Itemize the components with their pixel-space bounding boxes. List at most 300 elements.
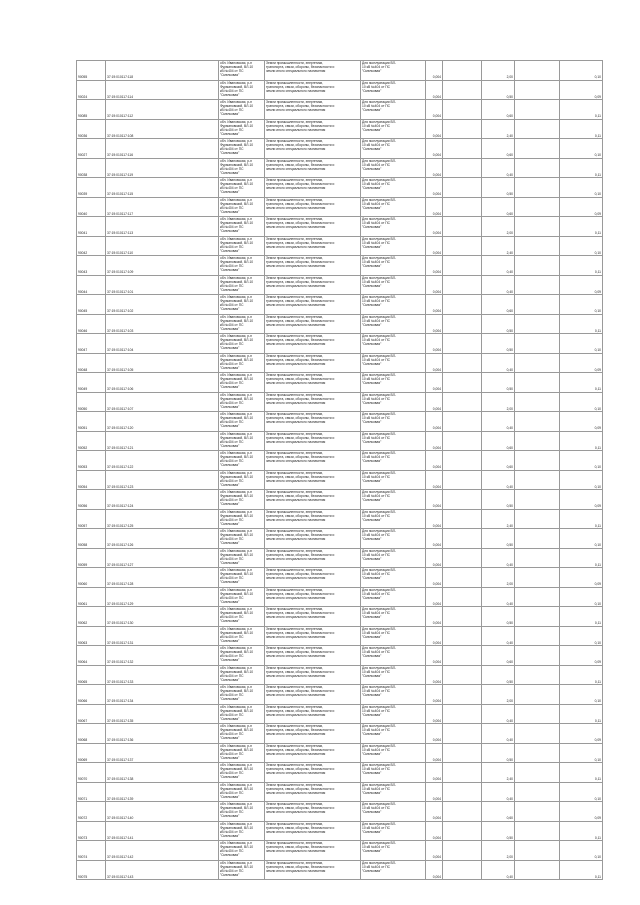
sum-cell: 0,11 [560, 158, 603, 178]
cell-line: транспорта, связи, обороны, безопасности и [266, 669, 335, 674]
sum-cell: 0,10 [560, 61, 603, 81]
empty-cell [443, 782, 482, 802]
table-row [77, 119, 603, 139]
sum-cell: 0,11 [560, 548, 603, 568]
cell-line: обл. Ивановская, р-н [220, 100, 252, 104]
cell-line: "Смелковая" [362, 556, 382, 561]
cell-line: Фурмановский, ВЛ-10 [220, 708, 254, 713]
empty-cell [515, 412, 560, 432]
cell-line: "Смелковая" [362, 225, 382, 230]
table-row [77, 607, 603, 627]
cell-line: транспорта, связи, обороны, безопасности и [266, 338, 335, 343]
table-row [77, 334, 603, 354]
rate-cell: 0,40 [482, 470, 515, 490]
cell-line: 10 кВ №404 от ПС [362, 338, 391, 343]
permitted-use-cell [361, 295, 426, 315]
sum-cell: 0,09 [560, 412, 603, 432]
land-category-cell [265, 646, 361, 666]
empty-cell [443, 802, 482, 822]
cell-line: 10 кВ №404 от ПС [362, 455, 391, 460]
rate-cell: 0,40 [482, 256, 515, 276]
cell-line: "Смелковая" [220, 814, 240, 819]
cell-line: "Смелковая" [362, 381, 382, 386]
sum-cell: 0,10 [560, 685, 603, 705]
area-cell: 0,004 [426, 314, 443, 334]
rate-cell: 0,50 [482, 373, 515, 393]
cadastral-number-cell: 37:19:010117:125 [106, 509, 219, 529]
cell-line: транспорта, связи, обороны, безопасности и [266, 474, 335, 479]
area-cell: 0,004 [426, 451, 443, 471]
cadastral-number-cell: 37:19:010117:103 [106, 314, 219, 334]
cell-line: транспорта, связи, обороны, безопасности и [266, 786, 335, 791]
address-cell [219, 607, 265, 627]
cadastral-number-cell: 37:19:010117:129 [106, 587, 219, 607]
cell-line: Фурмановский, ВЛ-10 [220, 377, 254, 382]
sum-cell: 0,11 [560, 509, 603, 529]
cell-line: 10 кВ №404 от ПС [362, 435, 391, 440]
empty-cell [443, 587, 482, 607]
cell-line: Для эксплуатации ВЛ- [362, 451, 396, 455]
cell-line: транспорта, связи, обороны, безопасности и [266, 708, 335, 713]
land-category-cell [265, 119, 361, 139]
cell-line: Фурмановский, ВЛ-10 [220, 728, 254, 733]
cell-line: Фурмановский, ВЛ-10 [220, 513, 254, 518]
cell-line: "Смелковая" [362, 459, 382, 464]
empty-cell [443, 626, 482, 646]
area-cell: 0,004 [426, 217, 443, 237]
rate-cell: 0,50 [482, 529, 515, 549]
cell-line: Для эксплуатации ВЛ- [362, 80, 396, 85]
cell-line: земли иного специального назначения [266, 537, 326, 542]
record-id-cell: 90072 [77, 802, 106, 822]
cell-line: обл. Ивановская, р-н [220, 743, 252, 748]
cell-line: "Смелковая" [362, 771, 382, 776]
empty-cell [515, 236, 560, 256]
cell-line: Земли промышленности, энергетики, [266, 80, 324, 85]
cell-line: 10 кВ №404 от ПС [362, 786, 391, 791]
cell-line: земли иного специального назначения [266, 186, 326, 191]
sum-cell: 0,10 [560, 782, 603, 802]
empty-cell [443, 841, 482, 861]
area-cell: 0,004 [426, 821, 443, 841]
permitted-use-cell [361, 178, 426, 198]
record-id-cell: 90068 [77, 724, 106, 744]
cell-line: Земли промышленности, энергетики, [266, 412, 324, 416]
cell-line: Для эксплуатации ВЛ- [362, 860, 396, 865]
land-category-cell [265, 197, 361, 217]
permitted-use-cell [361, 607, 426, 627]
cell-line: 10 кВ №404 от ПС [362, 182, 391, 187]
record-id-cell: 90050 [77, 392, 106, 412]
cell-line: "Смелковая" [220, 619, 240, 624]
cell-line: транспорта, связи, обороны, безопасности и [266, 728, 335, 733]
table-row [77, 392, 603, 412]
cell-line: кВ №404 от ПС [220, 693, 244, 698]
table-row [77, 802, 603, 822]
address-cell [219, 158, 265, 178]
permitted-use-cell [361, 275, 426, 295]
rate-cell: 0,50 [482, 490, 515, 510]
empty-cell [515, 80, 560, 100]
cell-line: транспорта, связи, обороны, безопасности и [266, 182, 335, 187]
cell-line: Фурмановский, ВЛ-10 [220, 396, 254, 401]
table-row [77, 373, 603, 393]
rate-cell: 2,00 [482, 841, 515, 861]
cell-line: обл. Ивановская, р-н [220, 607, 252, 611]
sum-cell: 0,11 [560, 314, 603, 334]
sum-cell: 0,10 [560, 529, 603, 549]
sum-cell: 0,10 [560, 392, 603, 412]
table-row [77, 821, 603, 841]
permitted-use-cell [361, 353, 426, 373]
sum-cell: 0,09 [560, 80, 603, 100]
cell-line: кВ №404 от ПС [220, 829, 244, 834]
cell-line: Земли промышленности, энергетики, [266, 568, 324, 572]
cell-line: 10 кВ №404 от ПС [362, 591, 391, 596]
address-cell [219, 353, 265, 373]
record-id-cell: 90064 [77, 646, 106, 666]
cell-line: "Смелковая" [220, 775, 240, 780]
rate-cell: 0,40 [482, 158, 515, 178]
cell-line: обл. Ивановская, р-н [220, 763, 252, 767]
record-id-cell: 90045 [77, 295, 106, 315]
cell-line: "Смелковая" [362, 673, 382, 678]
cell-line: 10 кВ №404 от ПС [362, 221, 391, 226]
record-id-cell: 90036 [77, 119, 106, 139]
cell-line: Земли промышленности, энергетики, [266, 724, 324, 728]
table-row [77, 236, 603, 256]
empty-cell [443, 568, 482, 588]
area-cell: 0,004 [426, 334, 443, 354]
record-id-cell: 90056 [77, 490, 106, 510]
cell-line: Земли промышленности, энергетики, [266, 626, 324, 631]
cell-line: Для эксплуатации ВЛ- [362, 431, 396, 436]
cadastral-number-cell: 37:19:010117:140 [106, 802, 219, 822]
cell-line: 10 кВ №404 от ПС [362, 825, 391, 830]
rate-cell: 0,60 [482, 100, 515, 120]
cell-line: "Смелковая" [362, 166, 382, 171]
permitted-use-cell [361, 782, 426, 802]
permitted-use-cell [361, 119, 426, 139]
record-id-cell: 90043 [77, 256, 106, 276]
address-cell [219, 178, 265, 198]
cell-line: Фурмановский, ВЛ-10 [220, 240, 254, 245]
rate-cell: 0,40 [482, 860, 515, 880]
permitted-use-cell [361, 548, 426, 568]
land-category-cell [265, 217, 361, 237]
cell-line: Фурмановский, ВЛ-10 [220, 65, 254, 70]
cell-line: "Смелковая" [220, 502, 240, 507]
sum-cell: 0,11 [560, 763, 603, 783]
cell-line: земли иного специального назначения [266, 517, 326, 522]
cell-line: "Смелковая" [362, 342, 382, 347]
cell-line: транспорта, связи, обороны, безопасности и [266, 533, 335, 538]
cadastral-number-cell: 37:19:010117:120 [106, 412, 219, 432]
cell-line: "Смелковая" [362, 810, 382, 815]
cell-line: кВ №404 от ПС [220, 225, 244, 230]
cell-line: обл. Ивановская, р-н [220, 704, 252, 709]
cell-line: кВ №404 от ПС [220, 244, 244, 249]
record-id-cell: 90038 [77, 158, 106, 178]
cell-line: "Смелковая" [362, 264, 382, 269]
table-row [77, 626, 603, 646]
table-row [77, 685, 603, 705]
cadastral-number-cell: 37:19:010117:134 [106, 685, 219, 705]
cell-line: "Смелковая" [362, 790, 382, 795]
table-row [77, 275, 603, 295]
rate-cell: 0,50 [482, 178, 515, 198]
cell-line: Фурмановский, ВЛ-10 [220, 299, 254, 304]
cell-line: обл. Ивановская, р-н [220, 509, 252, 514]
permitted-use-cell [361, 704, 426, 724]
table-row [77, 763, 603, 783]
cell-line: кВ №404 от ПС [220, 478, 244, 483]
record-id-cell: 90075 [77, 860, 106, 880]
cell-line: Фурмановский, ВЛ-10 [220, 611, 254, 616]
cadastral-number-cell: 37:19:010117:141 [106, 821, 219, 841]
empty-cell [443, 548, 482, 568]
land-category-cell [265, 490, 361, 510]
cell-line: земли иного специального назначения [266, 127, 326, 132]
permitted-use-cell [361, 100, 426, 120]
empty-cell [443, 412, 482, 432]
cell-line: земли иного специального назначения [266, 361, 326, 366]
cell-line: кВ №404 от ПС [220, 88, 244, 93]
cell-line: Для эксплуатации ВЛ- [362, 139, 396, 143]
cell-line: Фурмановский, ВЛ-10 [220, 104, 254, 109]
cadastral-number-cell: 37:19:010117:105 [106, 353, 219, 373]
rate-cell: 0,40 [482, 412, 515, 432]
cell-line: земли иного специального назначения [266, 576, 326, 581]
record-id-cell: 90041 [77, 217, 106, 237]
cell-line: "Смелковая" [362, 244, 382, 249]
cell-line: Земли промышленности, энергетики, [266, 314, 324, 319]
cell-line: "Смелковая" [220, 872, 240, 877]
cell-line: обл. Ивановская, р-н [220, 451, 252, 455]
cell-line: земли иного специального назначения [266, 732, 326, 737]
cell-line: кВ №404 от ПС [220, 868, 244, 873]
record-id-cell: 90055 [77, 61, 106, 81]
area-cell: 0,004 [426, 392, 443, 412]
cell-line: "Смелковая" [220, 833, 240, 838]
cadastral-number-cell: 37:19:010117:102 [106, 295, 219, 315]
cell-line: кВ №404 от ПС [220, 459, 244, 464]
sum-cell: 0,10 [560, 139, 603, 159]
cell-line: обл. Ивановская, р-н [220, 334, 252, 338]
cell-line: Фурмановский, ВЛ-10 [220, 182, 254, 187]
cell-line: 10 кВ №404 от ПС [362, 845, 391, 850]
cell-line: транспорта, связи, обороны, безопасности и [266, 435, 335, 440]
cell-line: обл. Ивановская, р-н [220, 841, 252, 845]
cell-line: обл. Ивановская, р-н [220, 412, 252, 416]
address-cell [219, 431, 265, 451]
cell-line: Фурмановский, ВЛ-10 [220, 845, 254, 850]
rate-cell: 0,40 [482, 548, 515, 568]
table-row [77, 139, 603, 159]
address-cell [219, 392, 265, 412]
empty-cell [515, 782, 560, 802]
cadastral-number-cell: 37:19:010117:118 [106, 61, 219, 81]
empty-cell [515, 158, 560, 178]
record-id-cell: 90049 [77, 373, 106, 393]
empty-cell [515, 763, 560, 783]
cell-line: "Смелковая" [220, 209, 240, 214]
empty-cell [515, 431, 560, 451]
record-id-cell: 90027 [77, 139, 106, 159]
land-category-cell [265, 80, 361, 100]
cell-line: транспорта, связи, обороны, безопасности и [266, 357, 335, 362]
permitted-use-cell [361, 568, 426, 588]
permitted-use-cell [361, 665, 426, 685]
cell-line: "Смелковая" [362, 420, 382, 425]
cell-line: земли иного специального назначения [266, 654, 326, 659]
table-row [77, 841, 603, 861]
table-row [77, 80, 603, 100]
cell-line: "Смелковая" [362, 576, 382, 581]
cell-line: земли иного специального назначения [266, 166, 326, 171]
table-row [77, 431, 603, 451]
permitted-use-cell [361, 626, 426, 646]
cadastral-number-cell: 37:19:010117:101 [106, 275, 219, 295]
cell-line: Земли промышленности, энергетики, [266, 860, 324, 865]
cell-line: транспорта, связи, обороны, безопасности и [266, 747, 335, 752]
land-category-cell [265, 100, 361, 120]
cell-line: "Смелковая" [362, 654, 382, 659]
cell-line: "Смелковая" [220, 716, 240, 721]
record-id-cell: 90061 [77, 587, 106, 607]
cell-line: Для эксплуатации ВЛ- [362, 392, 396, 397]
cell-line: Земли промышленности, энергетики, [266, 61, 324, 65]
cell-line: "Смелковая" [220, 307, 240, 312]
area-cell: 0,004 [426, 841, 443, 861]
cell-line: обл. Ивановская, р-н [220, 61, 252, 65]
empty-cell [515, 392, 560, 412]
cadastral-number-cell: 37:19:010117:130 [106, 607, 219, 627]
permitted-use-cell [361, 646, 426, 666]
table-row [77, 470, 603, 490]
cell-line: 10 кВ №404 от ПС [362, 201, 391, 206]
cell-line: "Смелковая" [220, 853, 240, 858]
rate-cell: 2,40 [482, 763, 515, 783]
cell-line: обл. Ивановская, р-н [220, 626, 252, 631]
cell-line: 10 кВ №404 от ПС [362, 708, 391, 713]
cell-line: Земли промышленности, энергетики, [266, 275, 324, 280]
cell-line: 10 кВ №404 от ПС [362, 650, 391, 655]
table-row [77, 217, 603, 237]
cell-line: 10 кВ №404 от ПС [362, 260, 391, 265]
land-category-cell [265, 509, 361, 529]
cell-line: "Смелковая" [362, 693, 382, 698]
cadastral-number-cell: 37:19:010117:110 [106, 236, 219, 256]
cell-line: "Смелковая" [220, 794, 240, 799]
empty-cell [443, 217, 482, 237]
cadastral-number-cell: 37:19:010117:122 [106, 451, 219, 471]
cell-line: "Смелковая" [220, 736, 240, 741]
record-id-cell: 90054 [77, 470, 106, 490]
cell-line: земли иного специального назначения [266, 264, 326, 269]
cell-line: кВ №404 от ПС [220, 127, 244, 132]
cell-line: обл. Ивановская, р-н [220, 685, 252, 689]
cell-line: Земли промышленности, энергетики, [266, 665, 324, 670]
rate-cell: 2,00 [482, 217, 515, 237]
land-category-cell [265, 607, 361, 627]
cell-line: Земли промышленности, энергетики, [266, 256, 324, 260]
empty-cell [443, 119, 482, 139]
area-cell: 0,004 [426, 470, 443, 490]
empty-cell [515, 373, 560, 393]
cell-line: 10 кВ №404 от ПС [362, 767, 391, 772]
address-cell [219, 490, 265, 510]
area-cell: 0,004 [426, 607, 443, 627]
cell-line: Земли промышленности, энергетики, [266, 782, 324, 787]
cell-line: земли иного специального назначения [266, 693, 326, 698]
table-row [77, 353, 603, 373]
cell-line: Земли промышленности, энергетики, [266, 236, 324, 241]
rate-cell: 0,40 [482, 782, 515, 802]
empty-cell [443, 704, 482, 724]
cell-line: Для эксплуатации ВЛ- [362, 61, 396, 65]
permitted-use-cell [361, 470, 426, 490]
cell-line: Земли промышленности, энергетики, [266, 704, 324, 709]
cadastral-number-cell: 37:19:010117:115 [106, 178, 219, 198]
sum-cell: 0,11 [560, 665, 603, 685]
cell-line: 10 кВ №404 от ПС [362, 143, 391, 148]
cell-line: земли иного специального назначения [266, 829, 326, 834]
record-id-cell: 90067 [77, 704, 106, 724]
rate-cell: 0,60 [482, 451, 515, 471]
cell-line: Для эксплуатации ВЛ- [362, 470, 396, 475]
cell-line: обл. Ивановская, р-н [220, 568, 252, 572]
address-cell [219, 256, 265, 276]
cell-line: "Смелковая" [220, 287, 240, 292]
cell-line: "Смелковая" [220, 463, 240, 468]
cell-line: "Смелковая" [362, 478, 382, 483]
area-cell: 0,004 [426, 275, 443, 295]
empty-cell [515, 587, 560, 607]
cell-line: Для эксплуатации ВЛ- [362, 178, 396, 182]
record-id-cell: 90044 [77, 275, 106, 295]
cell-line: кВ №404 от ПС [220, 712, 244, 717]
empty-cell [515, 490, 560, 510]
sum-cell: 0,11 [560, 860, 603, 880]
table-row [77, 256, 603, 276]
land-category-cell [265, 275, 361, 295]
land-category-cell [265, 821, 361, 841]
empty-cell [515, 568, 560, 588]
cell-line: 10 кВ №404 от ПС [362, 864, 391, 869]
cell-line: кВ №404 от ПС [220, 108, 244, 113]
cell-line: Для эксплуатации ВЛ- [362, 724, 396, 728]
cadastral-number-cell: 37:19:010117:127 [106, 548, 219, 568]
cell-line: Фурмановский, ВЛ-10 [220, 162, 254, 167]
cadastral-number-cell: 37:19:010117:112 [106, 100, 219, 120]
cell-line: кВ №404 от ПС [220, 264, 244, 269]
empty-cell [515, 860, 560, 880]
record-id-cell: 90065 [77, 665, 106, 685]
cell-line: Земли промышленности, энергетики, [266, 802, 324, 806]
cell-line: Для эксплуатации ВЛ- [362, 704, 396, 709]
cell-line: 10 кВ №404 от ПС [362, 240, 391, 245]
area-cell: 0,004 [426, 860, 443, 880]
empty-cell [443, 665, 482, 685]
rate-cell: 2,00 [482, 392, 515, 412]
cell-line: транспорта, связи, обороны, безопасности и [266, 84, 335, 89]
empty-cell [515, 295, 560, 315]
area-cell: 0,004 [426, 119, 443, 139]
land-category-cell [265, 61, 361, 81]
cell-line: Фурмановский, ВЛ-10 [220, 84, 254, 89]
rate-cell: 0,60 [482, 646, 515, 666]
